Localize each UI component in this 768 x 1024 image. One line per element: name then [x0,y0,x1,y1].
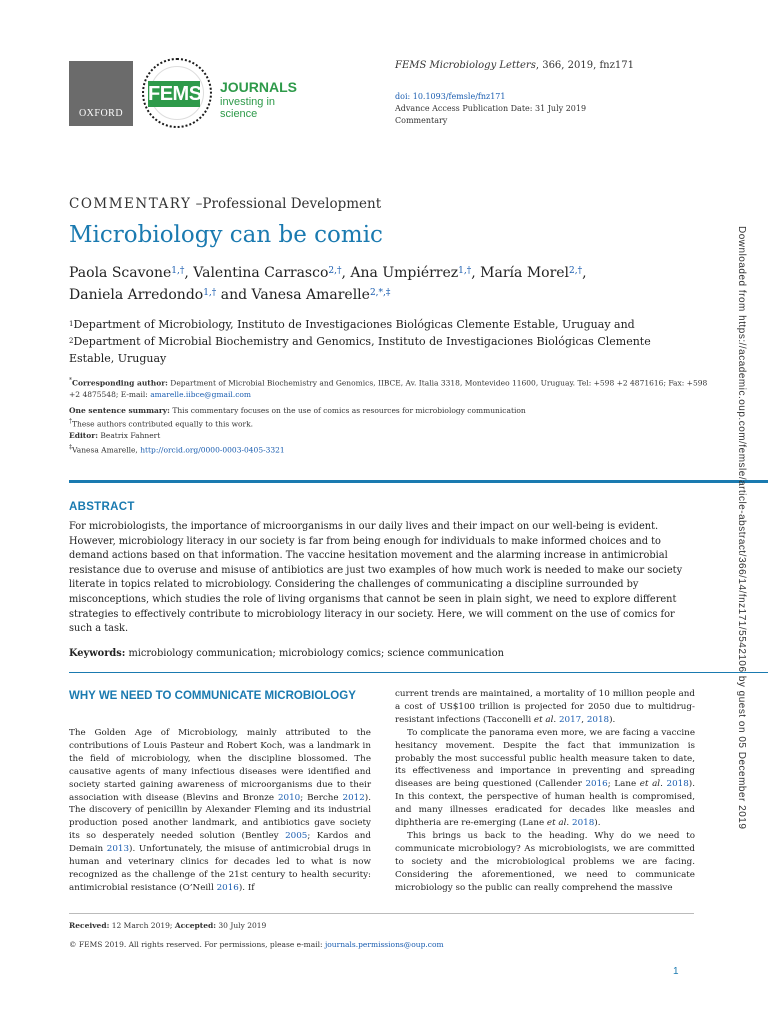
equal-text: These authors contributed equally to this work. [72,419,254,429]
affiliation-2 [69,333,669,367]
c1-text-f: ). If [238,882,255,893]
section-type-caps: COMMENTARY [69,196,192,212]
footer-rule [69,913,694,914]
et-al: et al. [639,779,663,790]
download-watermark-text: Downloaded from https://academic.oup.com/femsle/article-abstract/366/14/fnz171/5542106 by guest on 05 December 2019 [736,226,747,830]
author-list [69,262,709,306]
affiliation-1-text: Department of Microbiology, Instituto de Investigaciones Biológicas Clemente Estable, Uruguay and [73,318,635,331]
abstract-bottom-rule [69,672,768,673]
c1-text-c: ). The discovery of penicillin by Alexander Fleming and its industrial production posed another landmark, and antibiotics gave society its so desperately needed solution (Bentley [69,792,371,842]
affiliation-1-num: 1 [69,320,74,328]
ref-link[interactable]: 2018 [586,714,610,725]
c2p1-text-b: , [581,714,587,725]
oxford-logo-text: OXFORD [78,108,124,119]
abstract-top-rule [69,480,768,483]
editor-note [69,430,709,442]
summary-text: This commentary focuses on the use of comics as resources for microbiology communication [169,405,526,415]
c2p2-text-a: To complicate the panorama even more, we are facing a vaccine hesitancy movement. Despite the fact that immunization is probably the most successful public health measure taken to date, its effectiveness and importance in preventing and spreading diseases are being questioned (Callender [395,727,695,790]
section-type-rest: –Professional Development [191,196,382,212]
author-affiliation-marker: 1,† [203,288,217,298]
ref-link[interactable]: 2016 [216,882,239,893]
author-affiliation-marker: 1,† [458,266,472,276]
c2p2-text-c: ). In this context, the perspective of human health is compromised, and many illnesses eradicated for decades like measles and diphtheria are re-emerging (Lane [395,779,695,829]
section-type [69,196,381,212]
body-column-2 [395,688,695,895]
author-separator: , [582,265,587,281]
et-al: et al. [546,818,570,829]
c1-text-d: ; Kardos and Demain [69,831,371,855]
one-sentence-summary [69,405,709,417]
c1-text-b: ; Berche [300,792,343,803]
c2p2-text-d: ). [594,818,601,829]
accepted-date: 30 July 2019 [216,921,267,930]
c2p2-text-b: ; Lane [607,779,640,790]
author-affiliation-marker: 2,† [328,266,342,276]
c2p1-text-a: current trends are maintained, a mortality of 10 million people and a cost of US$100 trillion is projected for 2050 due to multidrug-resistant infections (Tacconelli [395,689,695,725]
advance-access-date: Advance Access Publication Date: 31 July 2019 [395,104,587,113]
orcid-text: Vanesa Amarelle, [72,445,141,455]
fems-journals-text: JOURNALS [220,79,298,95]
ref-link[interactable]: 2012 [342,792,365,803]
c2-paragraph-2 [395,727,695,830]
affiliations [69,316,669,367]
received-label: Received: [69,921,110,930]
author-affiliation-marker: 1,† [171,266,185,276]
oxford-logo [69,61,133,126]
journal-citation [395,60,634,71]
author-affiliation-marker: 2,† [569,266,583,276]
author-name: Daniela Arredondo [69,287,204,303]
accepted-label: Accepted: [174,921,217,930]
article-metadata [69,375,709,456]
author-separator: , [341,265,351,281]
ref-link[interactable]: 2017 [558,714,582,725]
body-column-1 [69,727,371,895]
author-name: Valentina Carrasco [193,265,329,281]
orcid-link[interactable]: http://orcid.org/0000-0003-0405-3321 [140,445,285,455]
abstract-heading: ABSTRACT [69,501,135,513]
c2-paragraph-3: This brings us back to the heading. Why do we need to communicate microbiology? As microbiologists, we are committed to society and the microbiological problems we are facing. Considering the aforementioned, we need to communicate microbiology so the public can really comprehend the massive [395,830,695,893]
doi-link[interactable]: doi: 10.1093/femsle/fnz171 [395,92,506,101]
affiliation-2-num: 2 [69,337,74,345]
journal-name: FEMS Microbiology Letters [395,60,536,71]
page-number: 1 [673,966,679,977]
orcid-sup: ‡ [69,443,72,451]
editor-label: Editor: [69,431,98,441]
affiliation-1 [69,316,669,333]
corr-email-link[interactable]: amarelle.iibce@gmail.com [150,390,252,400]
abstract-text: For microbiologists, the importance of microorganisms in our daily lives and their impact on our well-being is evident. However, microbiology literacy in our society is far from being enough for individuals to make informed choices and to demand actions based on that information. The vaccine hesitation movement and the alarming increase in antimicrobial resistance due to overuse and misuse of antibiotics are just two examples of how much work is needed to make our society literate in topics related to microbiology. Considering the challenges of communicating a discipline surrounded by misconceptions, which studies the role of living organisms that cannot be seen in plain sight, we need to explore different strategies to effectively contribute to microbiology literacy in our society. Here, we will comment on the use of comics for such a task. [69,521,683,635]
copyright-notice [69,940,444,949]
corr-label: Corresponding author: [72,378,168,388]
ref-link[interactable]: 2010 [277,792,301,803]
author-separator: and [216,287,252,303]
c2-paragraph-1 [395,688,695,727]
ref-link[interactable]: 2018 [572,818,595,829]
corresponding-author [69,375,709,401]
equal-sup: † [69,418,72,426]
ref-link[interactable]: 2005 [285,831,308,842]
permissions-email-link[interactable]: journals.permissions@oup.com [324,940,444,949]
received-dates [69,921,266,930]
corr-sup: * [69,377,72,384]
editor-text: Beatrix Fahnert [98,431,161,441]
author-affiliation-marker: 2,*,‡ [369,288,391,298]
received-date: 12 March 2019; [109,921,175,930]
fems-tagline: investing in science [220,96,276,120]
fems-journals-logo [140,56,298,132]
ref-link[interactable]: 2013 [106,844,130,855]
et-al: et al. [533,714,557,725]
copyright-text: © FEMS 2019. All rights reserved. For permissions, please e-mail: [69,940,325,949]
affiliation-2-text: Department of Microbial Biochemistry and Genomics, Instituto de Investigaciones Biológicas Clemente Estable, Uruguay [69,335,651,365]
journal-volume: , 366, 2019, fnz171 [535,60,634,71]
ref-link[interactable]: 2018 [666,779,689,790]
keywords-text: microbiology communication; microbiology comics; science communication [125,648,504,659]
author-separator: , [471,265,481,281]
c2p1-text-c: ). [609,714,616,725]
author-name: Vanesa Amarelle [251,287,370,303]
article-type: Commentary [395,116,448,125]
author-separator: , [184,265,194,281]
section-heading: WHY WE NEED TO COMMUNICATE MICROBIOLOGY [69,690,356,702]
author-name: Paola Scavone [69,265,172,281]
keywords-label: Keywords: [69,648,126,659]
download-watermark [733,226,753,830]
ref-link[interactable]: 2016 [585,779,608,790]
fems-logo-box: FEMS [148,83,202,105]
keywords [69,648,504,659]
summary-label: One sentence summary: [69,405,170,415]
author-name: Ana Umpiérrez [350,265,459,281]
c1-text-a: The Golden Age of Microbiology, mainly attributed to the contributions of Louis Pasteur and Robert Koch, was a landmark in the field of microbiology, when the discipline blossomed. The causative agents of many infectious diseases were identified and society started gaining awareness of microorganisms due to their association with disease (Blevins and Bronze [69,728,371,803]
article-title: Microbiology can be comic [69,222,383,248]
orcid-note [69,442,709,456]
corr-text: Department of Microbial Biochemistry and Genomics, IIBCE, Av. Italia 3318, Montevideo 11600, Uruguay. Tel: +598 +2 4871616; Fax: +598 +2 4875548; E-mail: [69,378,708,400]
c1-text-e: ). Unfortunately, the misuse of antimicrobial drugs in human and veterinary clinics for decades led to what is now recognized as the challenge of the 21st century to health security: antimicrobial resistance (O’Neill [69,844,371,893]
author-name: María Morel [480,265,570,281]
equal-contribution-note [69,416,709,430]
